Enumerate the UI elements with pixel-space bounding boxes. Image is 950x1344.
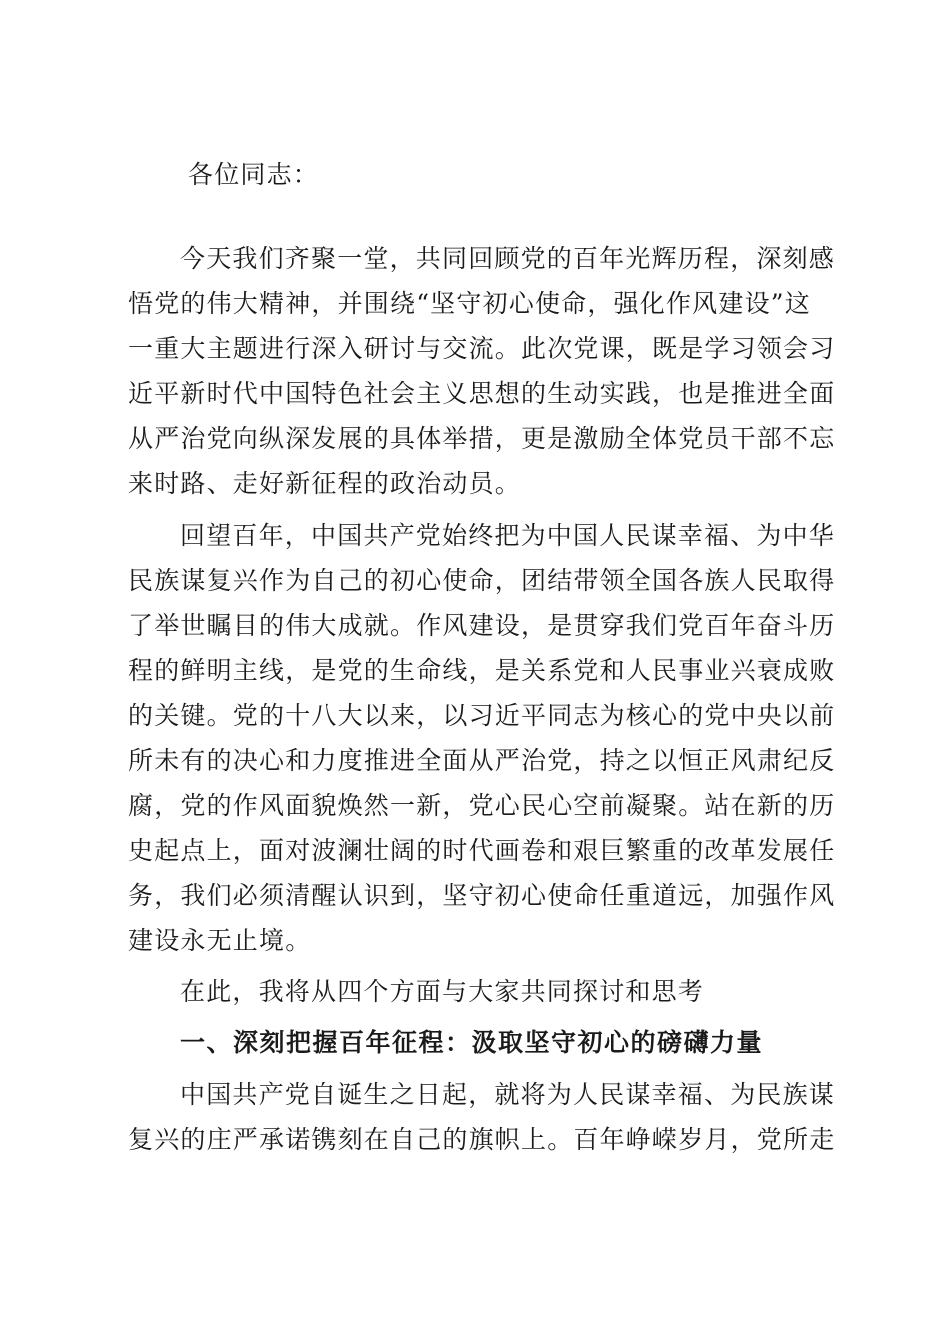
- paragraph-2-line-9: 务，我们必须清醒认识到，坚守初心使命任重道远，加强作风: [128, 881, 836, 910]
- paragraph-2-line-6: 所未有的决心和力度推进全面从严治党，持之以恒正风肃纪反: [128, 746, 836, 775]
- paragraph-4-line-2: 复兴的庄严承诺镌刻在自己的旗帜上。百年峥嵘岁月，党所走: [128, 1125, 836, 1154]
- paragraph-1-line-3: 一重大主题进行深入研讨与交流。此次党课，既是学习领会习: [128, 334, 836, 363]
- paragraph-2-line-7: 腐，党的作风面貌焕然一新，党心民心空前凝聚。站在新的历: [128, 791, 836, 820]
- salutation: 各位同志：: [188, 160, 320, 189]
- paragraph-1-line-4: 近平新时代中国特色社会主义思想的生动实践，也是推进全面: [128, 379, 836, 408]
- paragraph-2-line-1: 回望百年，中国共产党始终把为中国人民谋幸福、为中华: [180, 521, 836, 550]
- paragraph-1-line-2: 悟党的伟大精神，并围绕“坚守初心使命，强化作风建设”这: [128, 289, 811, 318]
- paragraph-4-line-1: 中国共产党自诞生之日起，就将为人民谋幸福、为民族谋: [180, 1080, 836, 1109]
- paragraph-2-line-4: 程的鲜明主线，是党的生命线，是关系党和人民事业兴衰成败: [128, 656, 836, 685]
- paragraph-1-line-1: 今天我们齐聚一堂，共同回顾党的百年光辉历程，深刻感: [180, 244, 836, 273]
- paragraph-2-line-5: 的关键。党的十八大以来，以习近平同志为核心的党中央以前: [128, 701, 836, 730]
- paragraph-2-line-3: 了举世瞩目的伟大成就。作风建设，是贯穿我们党百年奋斗历: [128, 611, 836, 640]
- paragraph-2-line-8: 史起点上，面对波澜壮阔的时代画卷和艰巨繁重的改革发展任: [128, 836, 836, 865]
- paragraph-1-line-6: 来时路、走好新征程的政治动员。: [128, 469, 522, 498]
- section-heading-1: 一、深刻把握百年征程：汲取坚守初心的磅礴力量: [180, 1028, 764, 1057]
- paragraph-1-line-5: 从严治党向纵深发展的具体举措，更是激励全体党员干部不忘: [128, 424, 836, 453]
- paragraph-2-line-10: 建设永无止境。: [128, 926, 312, 955]
- paragraph-3-line-1: 在此，我将从四个方面与大家共同探讨和思考: [180, 977, 705, 1006]
- paragraph-2-line-2: 民族谋复兴作为自己的初心使命，团结带领全国各族人民取得: [128, 566, 836, 595]
